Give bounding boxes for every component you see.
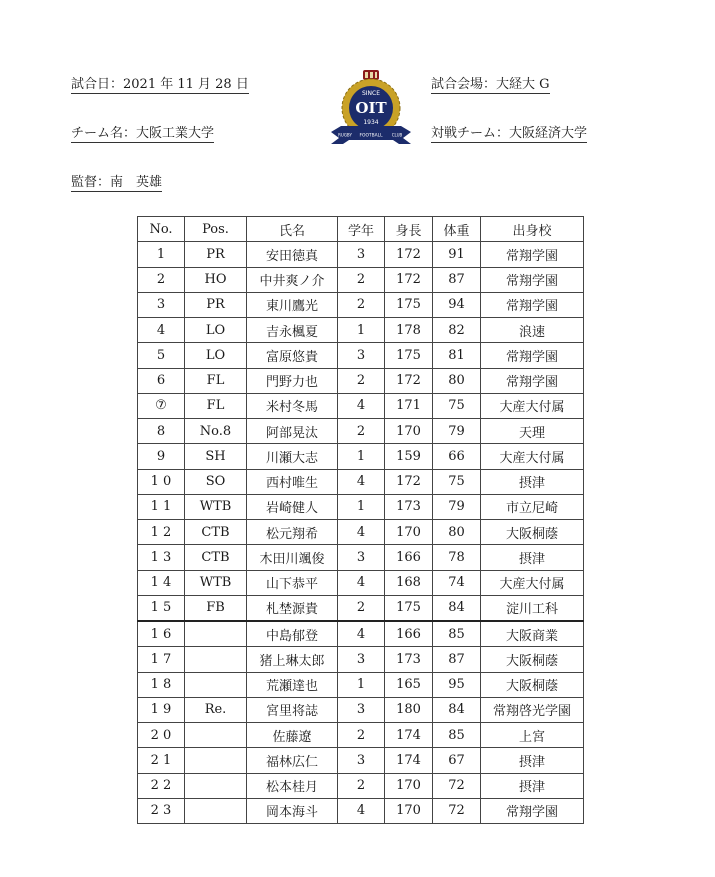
player-position <box>185 723 247 748</box>
player-school: 浪速 <box>481 318 584 343</box>
player-school: 大産大付属 <box>481 570 584 595</box>
col-header-name: 氏名 <box>247 217 338 242</box>
player-name: 山下恭平 <box>247 570 338 595</box>
table-row <box>138 520 584 545</box>
player-grade: 3 <box>338 697 385 722</box>
player-grade: 3 <box>338 748 385 773</box>
player-name: 米村冬馬 <box>247 393 338 418</box>
player-name: 宮里将誌 <box>247 697 338 722</box>
col-header-position: Pos. <box>185 217 247 242</box>
table-header-row <box>138 217 584 242</box>
player-number: 8 <box>138 419 185 444</box>
player-name: 門野力也 <box>247 368 338 393</box>
player-grade: 4 <box>338 520 385 545</box>
player-school: 上宮 <box>481 723 584 748</box>
player-weight: 66 <box>433 444 481 469</box>
player-position <box>185 647 247 672</box>
match-date: 試合日：2021 年 11 月 28 日 <box>71 73 249 94</box>
player-number: 1 2 <box>138 520 185 545</box>
player-name: 松元翔希 <box>247 520 338 545</box>
player-position: LO <box>185 318 247 343</box>
col-header-no: No. <box>138 217 185 242</box>
player-school: 淀川工科 <box>481 595 584 621</box>
player-name: 岡本海斗 <box>247 798 338 823</box>
player-weight: 87 <box>433 647 481 672</box>
player-number: 9 <box>138 444 185 469</box>
player-number: 1 <box>138 242 185 267</box>
player-name: 猪上琳太郎 <box>247 647 338 672</box>
player-position <box>185 672 247 697</box>
player-grade: 3 <box>338 647 385 672</box>
table-row <box>138 393 584 418</box>
player-school: 大阪桐蔭 <box>481 672 584 697</box>
team-name: チーム名：大阪工業大学 <box>71 122 214 143</box>
crest-letters: OIT <box>355 99 387 117</box>
player-number: 2 1 <box>138 748 185 773</box>
player-height: 168 <box>385 570 433 595</box>
player-name: 佐藤遼 <box>247 723 338 748</box>
player-weight: 82 <box>433 318 481 343</box>
player-number: 5 <box>138 343 185 368</box>
player-height: 178 <box>385 318 433 343</box>
player-grade: 2 <box>338 595 385 621</box>
table-row <box>138 773 584 798</box>
player-weight: 80 <box>433 368 481 393</box>
player-school: 常翔学園 <box>481 798 584 823</box>
player-weight: 79 <box>433 419 481 444</box>
player-position: HO <box>185 267 247 292</box>
match-venue: 試合会場：大経大 G <box>431 73 550 94</box>
table-row <box>138 242 584 267</box>
player-position: PR <box>185 292 247 317</box>
player-grade: 4 <box>338 798 385 823</box>
player-weight: 95 <box>433 672 481 697</box>
player-position: No.8 <box>185 419 247 444</box>
player-height: 174 <box>385 723 433 748</box>
player-position: SH <box>185 444 247 469</box>
player-number: 4 <box>138 318 185 343</box>
roster-table <box>137 216 584 824</box>
player-grade: 3 <box>338 343 385 368</box>
player-grade: 4 <box>338 621 385 647</box>
player-name: 川瀬大志 <box>247 444 338 469</box>
player-number: 1 1 <box>138 494 185 519</box>
player-grade: 1 <box>338 318 385 343</box>
table-row <box>138 647 584 672</box>
player-weight: 74 <box>433 570 481 595</box>
player-school: 常翔学園 <box>481 292 584 317</box>
player-height: 166 <box>385 621 433 647</box>
ribbon-center-text: FOOTBALL <box>359 133 383 139</box>
player-weight: 75 <box>433 469 481 494</box>
table-row <box>138 595 584 621</box>
player-position: CTB <box>185 545 247 570</box>
player-height: 173 <box>385 494 433 519</box>
player-name: 岩崎健人 <box>247 494 338 519</box>
player-school: 摂津 <box>481 545 584 570</box>
player-number: 1 4 <box>138 570 185 595</box>
player-school: 大阪桐蔭 <box>481 520 584 545</box>
player-grade: 2 <box>338 267 385 292</box>
player-grade: 3 <box>338 545 385 570</box>
player-name: 東川鷹光 <box>247 292 338 317</box>
player-height: 172 <box>385 267 433 292</box>
table-row <box>138 621 584 647</box>
player-weight: 75 <box>433 393 481 418</box>
player-grade: 1 <box>338 444 385 469</box>
player-weight: 72 <box>433 798 481 823</box>
player-position: CTB <box>185 520 247 545</box>
table-row <box>138 494 584 519</box>
player-position <box>185 773 247 798</box>
table-row <box>138 343 584 368</box>
player-height: 170 <box>385 798 433 823</box>
player-name: 富原悠貴 <box>247 343 338 368</box>
table-row <box>138 368 584 393</box>
player-number: ⑦ <box>138 393 185 418</box>
player-number: 1 5 <box>138 595 185 621</box>
club-crest-logo <box>329 68 413 154</box>
player-height: 180 <box>385 697 433 722</box>
player-number: 1 3 <box>138 545 185 570</box>
table-row <box>138 697 584 722</box>
player-height: 170 <box>385 520 433 545</box>
player-school: 市立尼崎 <box>481 494 584 519</box>
player-height: 171 <box>385 393 433 418</box>
player-grade: 4 <box>338 469 385 494</box>
player-position: LO <box>185 343 247 368</box>
player-position <box>185 621 247 647</box>
player-weight: 85 <box>433 723 481 748</box>
player-number: 2 2 <box>138 773 185 798</box>
player-name: 札埜源貴 <box>247 595 338 621</box>
coach-name: 監督：南 英雄 <box>71 171 162 192</box>
table-row <box>138 672 584 697</box>
table-row <box>138 318 584 343</box>
player-weight: 67 <box>433 748 481 773</box>
player-weight: 84 <box>433 697 481 722</box>
player-number: 1 0 <box>138 469 185 494</box>
player-school: 摂津 <box>481 748 584 773</box>
player-name: 中島郁登 <box>247 621 338 647</box>
player-grade: 1 <box>338 494 385 519</box>
player-number: 1 7 <box>138 647 185 672</box>
player-weight: 87 <box>433 267 481 292</box>
player-position: FB <box>185 595 247 621</box>
player-weight: 80 <box>433 520 481 545</box>
player-school: 大産大付属 <box>481 393 584 418</box>
table-row <box>138 570 584 595</box>
table-row <box>138 419 584 444</box>
player-height: 172 <box>385 242 433 267</box>
ribbon-left-text: RUGBY <box>338 132 352 138</box>
player-name: 西村唯生 <box>247 469 338 494</box>
table-row <box>138 444 584 469</box>
player-height: 174 <box>385 748 433 773</box>
player-school: 摂津 <box>481 469 584 494</box>
player-grade: 1 <box>338 672 385 697</box>
player-position <box>185 748 247 773</box>
player-school: 常翔学園 <box>481 242 584 267</box>
player-name: 木田川颯俊 <box>247 545 338 570</box>
player-number: 2 3 <box>138 798 185 823</box>
player-position: Re. <box>185 697 247 722</box>
player-height: 175 <box>385 595 433 621</box>
player-number: 2 <box>138 267 185 292</box>
player-grade: 3 <box>338 242 385 267</box>
player-height: 172 <box>385 368 433 393</box>
player-position: FL <box>185 393 247 418</box>
player-height: 170 <box>385 773 433 798</box>
player-position: FL <box>185 368 247 393</box>
ribbon-right-text: CLUB <box>391 132 403 138</box>
player-weight: 81 <box>433 343 481 368</box>
player-name: 福林広仁 <box>247 748 338 773</box>
player-weight: 91 <box>433 242 481 267</box>
player-school: 天理 <box>481 419 584 444</box>
player-number: 1 9 <box>138 697 185 722</box>
crest-since-text: SINCE <box>361 90 381 97</box>
player-weight: 94 <box>433 292 481 317</box>
roster-body <box>138 242 584 824</box>
table-row <box>138 267 584 292</box>
player-name: 中井爽ノ介 <box>247 267 338 292</box>
table-row <box>138 748 584 773</box>
player-height: 173 <box>385 647 433 672</box>
col-header-weight: 体重 <box>433 217 481 242</box>
player-school: 大阪桐蔭 <box>481 647 584 672</box>
player-height: 172 <box>385 469 433 494</box>
player-position: PR <box>185 242 247 267</box>
player-grade: 2 <box>338 368 385 393</box>
player-position: WTB <box>185 494 247 519</box>
player-height: 170 <box>385 419 433 444</box>
player-school: 摂津 <box>481 773 584 798</box>
player-name: 荒瀬達也 <box>247 672 338 697</box>
player-name: 安田徳真 <box>247 242 338 267</box>
player-height: 165 <box>385 672 433 697</box>
player-number: 1 6 <box>138 621 185 647</box>
player-school: 常翔学園 <box>481 368 584 393</box>
player-position: SO <box>185 469 247 494</box>
player-school: 常翔啓光学園 <box>481 697 584 722</box>
player-weight: 85 <box>433 621 481 647</box>
player-grade: 4 <box>338 393 385 418</box>
player-name: 阿部晃汰 <box>247 419 338 444</box>
player-grade: 2 <box>338 723 385 748</box>
player-name: 吉永楓夏 <box>247 318 338 343</box>
player-school: 常翔学園 <box>481 267 584 292</box>
col-header-school: 出身校 <box>481 217 584 242</box>
table-row <box>138 545 584 570</box>
player-grade: 2 <box>338 773 385 798</box>
table-row <box>138 798 584 823</box>
player-weight: 79 <box>433 494 481 519</box>
player-height: 175 <box>385 292 433 317</box>
player-weight: 84 <box>433 595 481 621</box>
player-school: 大阪商業 <box>481 621 584 647</box>
col-header-height: 身長 <box>385 217 433 242</box>
player-number: 6 <box>138 368 185 393</box>
player-school: 大産大付属 <box>481 444 584 469</box>
player-position: WTB <box>185 570 247 595</box>
player-number: 3 <box>138 292 185 317</box>
player-height: 159 <box>385 444 433 469</box>
table-row <box>138 723 584 748</box>
player-height: 166 <box>385 545 433 570</box>
player-grade: 2 <box>338 419 385 444</box>
player-number: 2 0 <box>138 723 185 748</box>
player-height: 175 <box>385 343 433 368</box>
opponent-team: 対戦チーム：大阪経済大学 <box>431 122 587 143</box>
player-school: 常翔学園 <box>481 343 584 368</box>
col-header-grade: 学年 <box>338 217 385 242</box>
player-position <box>185 798 247 823</box>
player-weight: 78 <box>433 545 481 570</box>
player-grade: 2 <box>338 292 385 317</box>
table-row <box>138 292 584 317</box>
player-grade: 4 <box>338 570 385 595</box>
player-name: 松本桂月 <box>247 773 338 798</box>
crest-year: 1934 <box>363 119 379 126</box>
player-number: 1 8 <box>138 672 185 697</box>
table-row <box>138 469 584 494</box>
player-weight: 72 <box>433 773 481 798</box>
